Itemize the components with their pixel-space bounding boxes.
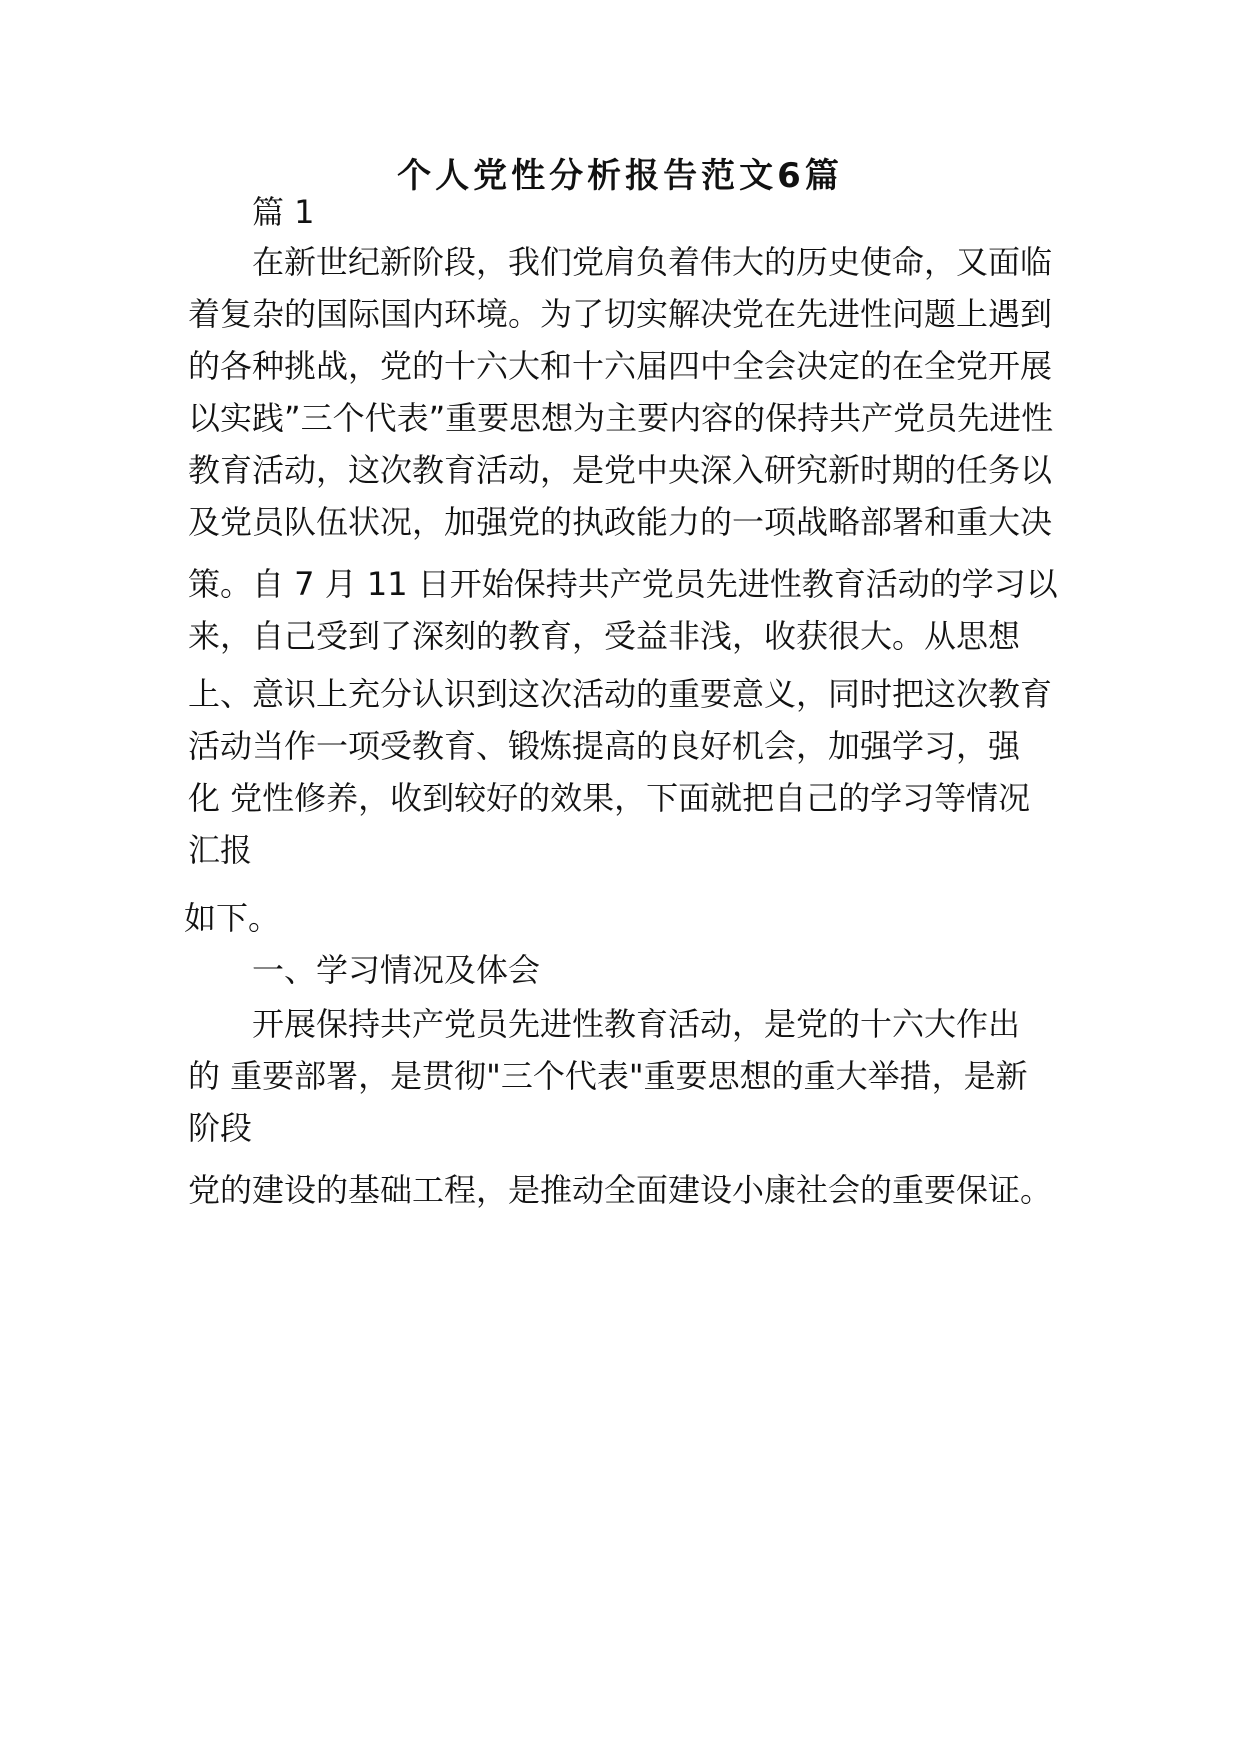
paragraph-line: 如下。 <box>184 899 281 937</box>
paragraph-line: 教育活动，这次教育活动，是党中央深入研究新时期的任务以 <box>188 451 1053 489</box>
paragraph-line: 上、意识上充分认识到这次活动的重要意义，同时把这次教育 <box>188 675 1053 713</box>
paragraph-line: 化 党性修养，收到较好的效果，下面就把自己的学习等情况 <box>188 779 1031 817</box>
paragraph-line: 着复杂的国际国内环境。为了切实解决党在先进性问题上遇到 <box>188 295 1053 333</box>
paragraph-line: 来，自己受到了深刻的教育，受益非浅，收获很大。从思想 <box>188 617 1021 655</box>
paragraph-line: 阶段 <box>188 1109 253 1147</box>
paragraph-line: 的 重要部署，是贯彻"三个代表"重要思想的重大举措，是新 <box>188 1057 1028 1095</box>
paragraph-line: 活动当作一项受教育、锻炼提高的良好机会，加强学习，强 <box>188 727 1021 765</box>
paragraph-line: 开展保持共产党员先进性教育活动，是党的十六大作出 <box>252 1005 1021 1043</box>
paragraph-line: 的各种挑战，党的十六大和十六届四中全会决定的在全党开展 <box>188 347 1053 385</box>
paragraph-line: 党的建设的基础工程，是推动全面建设小康社会的重要保证。 <box>188 1171 1053 1209</box>
paragraph-line: 以实践”三个代表”重要思想为主要内容的保持共产党员先进性 <box>188 399 1054 437</box>
document-title: 个人党性分析报告范文6篇 <box>397 156 843 196</box>
paragraph-line: 汇报 <box>188 831 253 869</box>
paragraph-line: 策。自 7 月 11 日开始保持共产党员先进性教育活动的学习以 <box>188 565 1058 603</box>
section-heading: 一、学习情况及体会 <box>252 951 541 989</box>
paragraph-line: 及党员队伍状况，加强党的执政能力的一项战略部署和重大决 <box>188 503 1053 541</box>
paragraph-line: 在新世纪新阶段，我们党肩负着伟大的历史使命，又面临 <box>252 243 1053 281</box>
section-label: 篇 1 <box>252 193 315 231</box>
